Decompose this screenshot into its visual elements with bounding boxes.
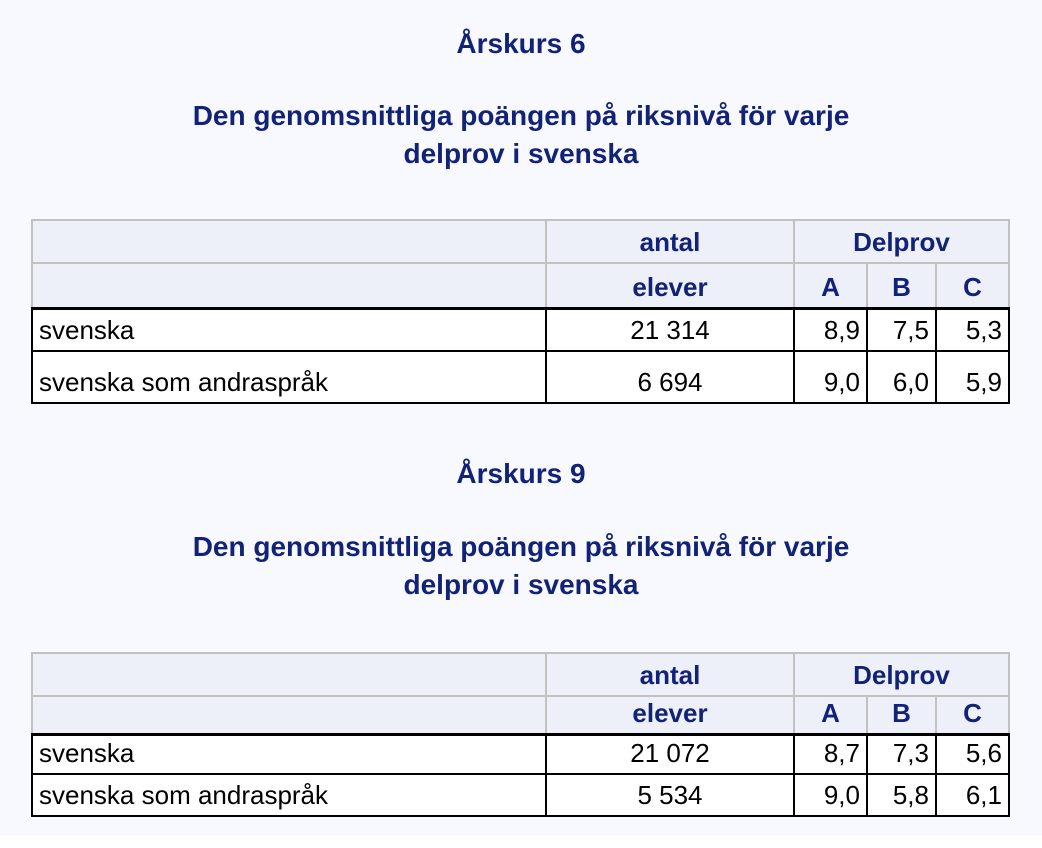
- header-count-top: antal: [546, 220, 794, 263]
- row-value-b: 7,3: [867, 734, 936, 774]
- header-empty: [32, 220, 546, 263]
- row-value-a: 9,0: [794, 351, 867, 403]
- row-value-c: 5,9: [936, 351, 1009, 403]
- header-part-b: B: [867, 263, 936, 308]
- results-table-grade6: [31, 219, 1010, 404]
- section-subtitle-line1: Den genomsnittliga poängen på riksnivå för varje: [192, 100, 850, 131]
- row-label: svenska som andraspråk: [32, 774, 546, 816]
- header-count-bottom: elever: [546, 263, 794, 308]
- row-value-a: 9,0: [794, 774, 867, 816]
- header-count-bottom: elever: [546, 696, 794, 734]
- section-subtitle-line2: delprov i svenska: [403, 138, 639, 169]
- table-row: [32, 774, 1009, 816]
- header-part-a: A: [794, 263, 867, 308]
- row-count: 21 314: [546, 308, 794, 351]
- table-row: [32, 734, 1009, 774]
- row-count: 6 694: [546, 351, 794, 403]
- row-value-a: 8,9: [794, 308, 867, 351]
- header-delprov: Delprov: [794, 653, 1009, 696]
- header-part-a: A: [794, 696, 867, 734]
- row-count: 5 534: [546, 774, 794, 816]
- row-value-c: 6,1: [936, 774, 1009, 816]
- header-empty: [32, 696, 546, 734]
- header-empty: [32, 263, 546, 308]
- row-label: svenska som andraspråk: [32, 351, 546, 403]
- header-part-b: B: [867, 696, 936, 734]
- row-label: svenska: [32, 308, 546, 351]
- row-label: svenska: [32, 734, 546, 774]
- section-subtitle-line2: delprov i svenska: [403, 569, 639, 600]
- row-value-b: 5,8: [867, 774, 936, 816]
- section-title: Årskurs 9: [456, 458, 586, 489]
- row-value-c: 5,6: [936, 734, 1009, 774]
- header-delprov: Delprov: [794, 220, 1009, 263]
- row-value-b: 6,0: [867, 351, 936, 403]
- header-empty: [32, 653, 546, 696]
- table-row: [32, 351, 1009, 403]
- section-subtitle-line1: Den genomsnittliga poängen på riksnivå för varje: [192, 531, 850, 562]
- section-title: Årskurs 6: [456, 28, 586, 59]
- header-count-top: antal: [546, 653, 794, 696]
- table-row: [32, 308, 1009, 351]
- header-part-c: C: [936, 696, 1009, 734]
- row-value-c: 5,3: [936, 308, 1009, 351]
- header-part-c: C: [936, 263, 1009, 308]
- row-count: 21 072: [546, 734, 794, 774]
- row-value-b: 7,5: [867, 308, 936, 351]
- results-table-grade9: [31, 652, 1010, 817]
- row-value-a: 8,7: [794, 734, 867, 774]
